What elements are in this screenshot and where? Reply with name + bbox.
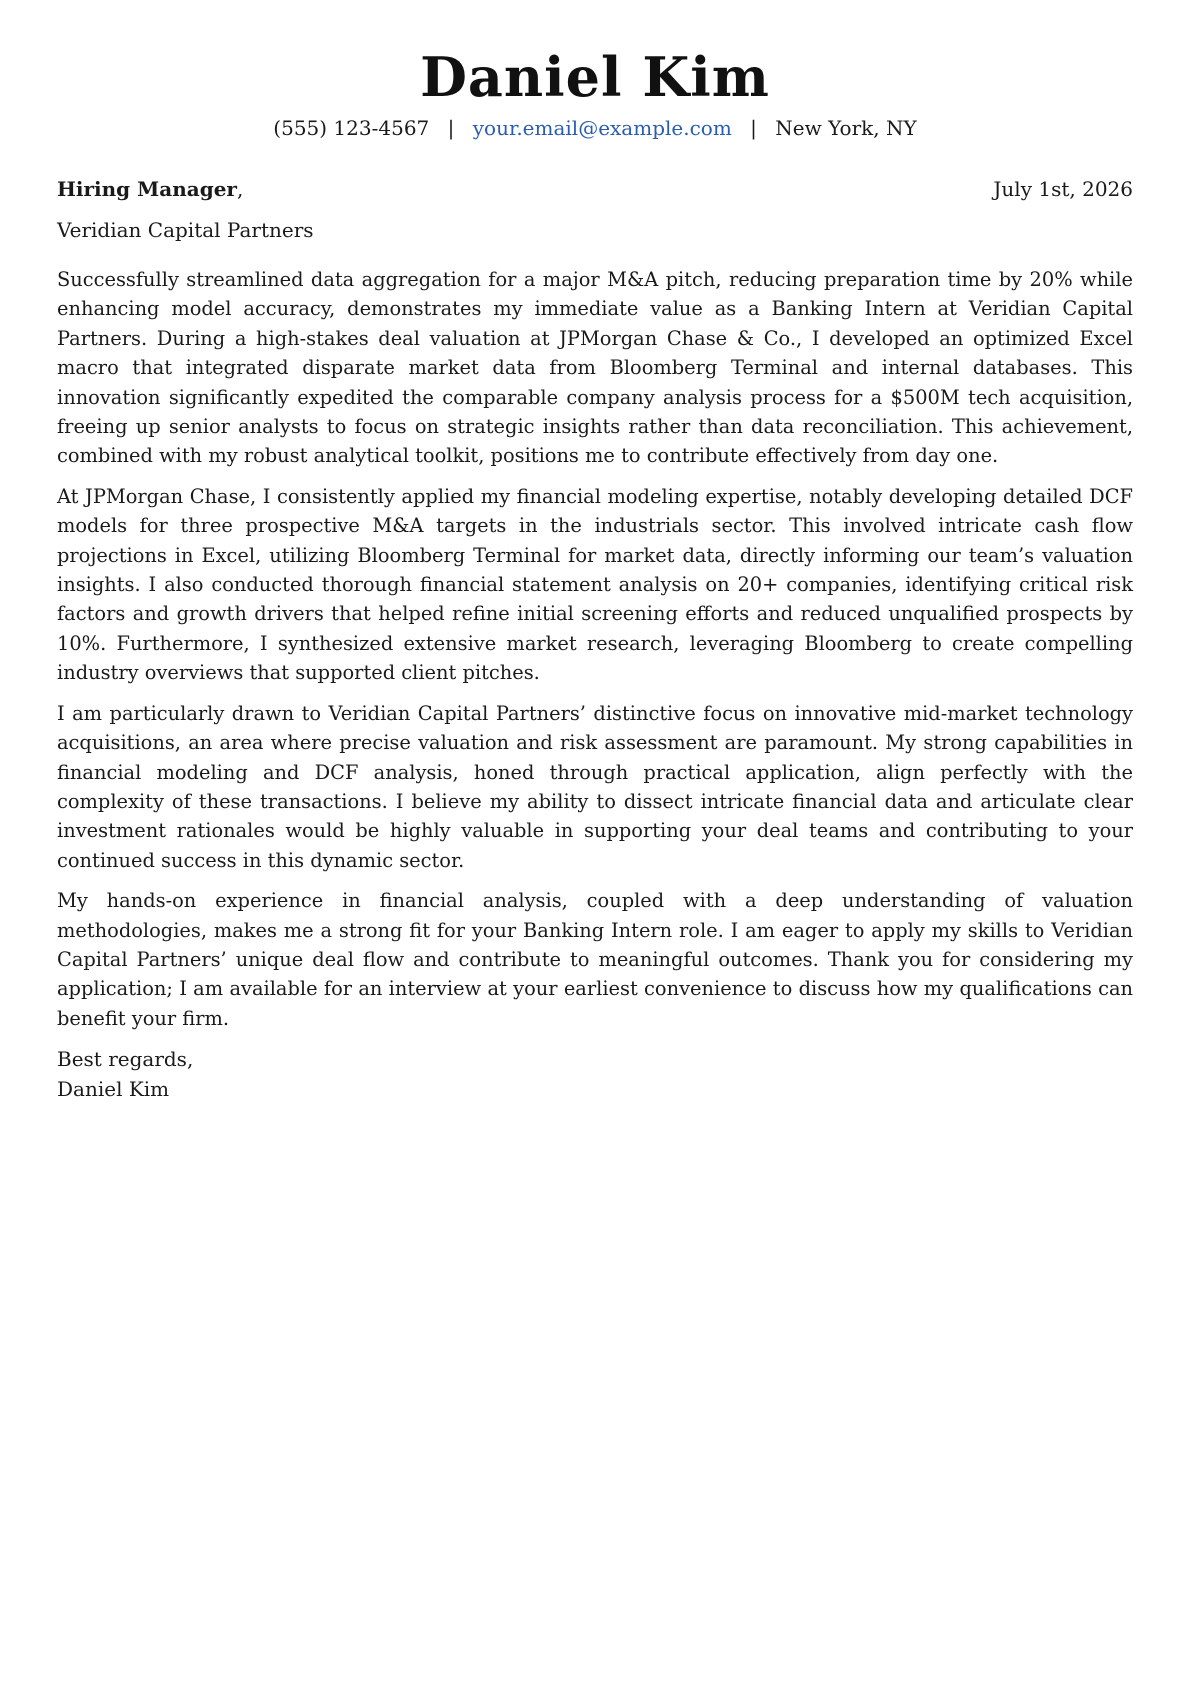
recipient-name-suffix: , <box>236 177 244 201</box>
location: New York, NY <box>775 116 917 140</box>
body-paragraph: I am particularly drawn to Veridian Capital Partners’ distinctive focus on innovative mid-market technology acquisitions, an area where precise valuation and risk assessment are paramount. My strong capabilities in financial modeling and DCF analysis, honed through practical application, align perfectly with the complexity of these transactions. I believe my ability to dissect intricate financial data and articulate clear investment rationales would be highly valuable in supporting your deal teams and contributing to your continued success in this dynamic sector. <box>57 701 1133 872</box>
body-paragraph: Successfully streamlined data aggregation for a major M&A pitch, reducing preparation time by 20% while enhancing model accuracy, demonstrates my immediate value as a Banking Intern at Veridian Capital Partners. During a high-stakes deal valuation at JPMorgan Chase & Co., I developed an optimized Excel macro that integrated disparate market data from Bloomberg Terminal and internal databases. This innovation significantly expedited the comparable company analysis process for a $500M tech acquisition, freeing up senior analysts to focus on strategic insights rather than data reconciliation. This achievement, combined with my robust analytical toolkit, positions me to contribute effectively from day one. <box>57 268 1133 468</box>
applicant-name-heading: Daniel Kim <box>420 45 770 109</box>
phone-number: (555) 123-4567 <box>273 116 430 140</box>
letter-closing <box>57 1044 1133 1104</box>
letter-date: July 1st, 2026 <box>993 177 1133 201</box>
closing-salutation: Best regards, <box>57 1047 194 1072</box>
recipient-block <box>57 175 243 203</box>
contact-separator: | <box>750 116 757 140</box>
closing-signature: Daniel Kim <box>57 1077 170 1102</box>
email-link[interactable]: your.email@example.com <box>472 116 732 140</box>
letter-body <box>57 265 1133 1033</box>
recipient-company: Veridian Capital Partners <box>57 218 314 242</box>
recipient-row <box>57 175 1133 203</box>
body-paragraph: At JPMorgan Chase, I consistently applied my financial modeling expertise, notably developing detailed DCF models for three prospective M&A targets in the industrials sector. This involved intricate cash flow projections in Excel, utilizing Bloomberg Terminal for market data, directly informing our team’s valuation insights. I also conducted thorough financial statement analysis on 20+ companies, identifying critical risk factors and growth drivers that helped refine initial screening efforts and reduced unqualified prospects by 10%. Furthermore, I synthesized extensive market research, leveraging Bloomberg to create compelling industry overviews that supported client pitches. <box>57 484 1133 685</box>
body-paragraph: My hands-on experience in financial analysis, coupled with a deep understanding of valuation methodologies, makes me a strong fit for your Banking Intern role. I am eager to apply my skills to Veridian Capital Partners’ unique deal flow and contribute to meaningful outcomes. Thank you for considering my application; I am available for an interview at your earliest convenience to discuss how my qualifications can benefit your firm. <box>57 889 1133 1030</box>
recipient-name: Hiring Manager <box>57 177 237 201</box>
contact-separator: | <box>447 116 455 140</box>
contact-line <box>57 114 1133 142</box>
